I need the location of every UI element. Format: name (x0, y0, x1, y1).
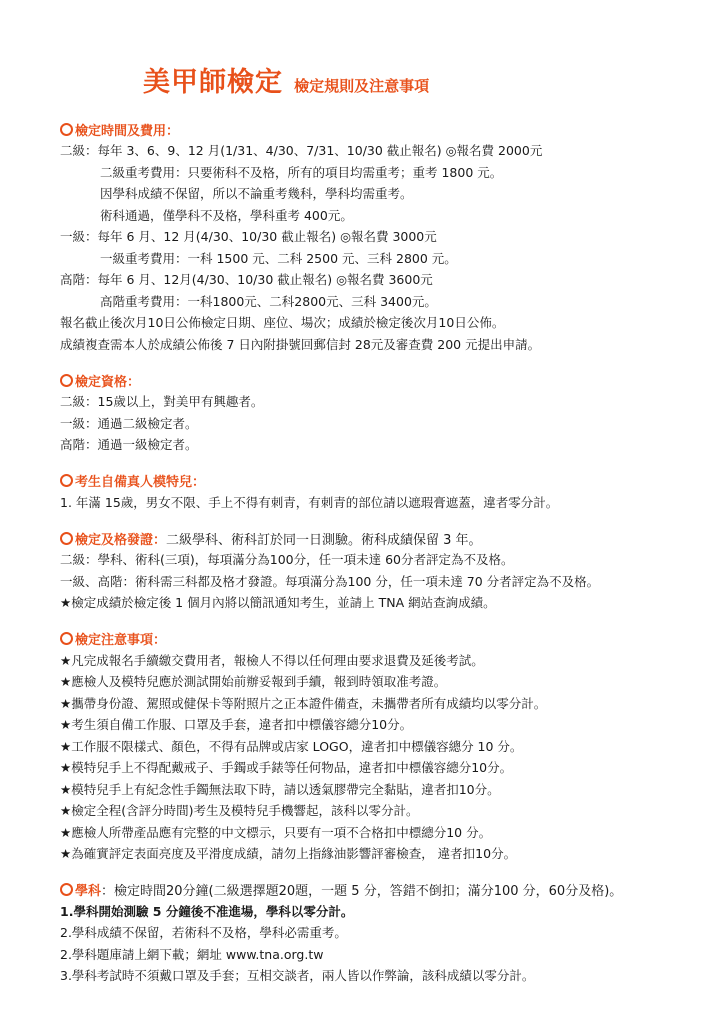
section-heading (60, 118, 710, 140)
section-title: 檢定及格發證： (75, 532, 167, 548)
circle-bullet-icon (60, 474, 73, 487)
section-title: 學科 (75, 884, 102, 899)
text-line: 一級重考費用：一科 1500 元、二科 2500 元、三科 2800 元。 (100, 250, 457, 266)
text-line: 1.學科開始測驗 5 分鐘後不准進場，學科以零分計。 (60, 903, 354, 919)
section-heading (60, 527, 710, 549)
text-line: 1. 年滿 15歲，男女不限、手上不得有刺青，有刺青的部位請以遮瑕膏遮蓋，違者零分計。 (60, 494, 559, 510)
section-model (60, 470, 710, 514)
section-qualification (60, 369, 710, 456)
text-line: 一級、高階：術科需三科都及格才發證。每項滿分為100 分，任一項未達 70 分者評定為不及格。 (60, 573, 600, 589)
text-line: 術科通過，僅學科不及格，學科重考 400元。 (100, 207, 353, 223)
circle-bullet-icon (60, 883, 73, 896)
text-line: ★模特兒手上有紀念性手鐲無法取下時，請以透氣膠帶完全黏貼，違者扣10分。 (60, 781, 500, 797)
text-line: 一級：通過二級檢定者。 (60, 415, 198, 431)
page-header (143, 60, 429, 99)
text-line: 成績複查需本人於成績公佈後 7 日內附掛號回郵信封 28元及審查費 200 元提出申請。 (60, 336, 541, 352)
section-title: 檢定注意事項： (75, 633, 167, 648)
document-body (60, 118, 710, 1001)
text-line: 一級：每年 6 月、12 月(4/30、10/30 截止報名) ◎報名費 3000元 (60, 229, 437, 244)
section-title: 考生自備真人模特兒： (75, 475, 206, 490)
text-line: 二級重考費用：只要術科不及格，所有的項目均需重考；重考 1800 元。 (100, 164, 503, 180)
text-line: 因學科成績不保留，所以不論重考幾科，學科均需重考。 (100, 186, 413, 201)
section-notes (60, 628, 710, 865)
text-line: 3.學科考試時不須戴口罩及手套；互相交談者，兩人皆以作弊論，該科成績以零分計。 (60, 968, 535, 983)
text-line: 二級：學科、術科(三項)，每項滿分為100分，任一項未達 60分者評定為不及格。 (60, 552, 514, 567)
page-title: 美甲師檢定 (143, 67, 283, 98)
circle-bullet-icon (60, 632, 73, 645)
circle-bullet-icon (60, 532, 73, 545)
text-line: ★應檢人及模特兒應於測試開始前辦妥報到手續，報到時領取准考證。 (60, 674, 447, 689)
circle-bullet-icon (60, 123, 73, 136)
text-line: 二級：每年 3、6、9、12 月(1/31、4/30、7/31、10/30 截止報名) ◎報名費 2000元 (60, 143, 543, 158)
circle-bullet-icon (60, 374, 73, 387)
section-title: 檢定時間及費用： (75, 123, 180, 139)
section-heading (60, 628, 710, 650)
text-line: 2.學科題庫請上網下載；網址 www.tna.org.tw (60, 946, 324, 962)
text-line: 高階：通過一級檢定者。 (60, 437, 198, 452)
text-line: 報名截止後次月10日公佈檢定日期、座位、場次；成績於檢定後次月10日公佈。 (60, 315, 505, 330)
section-title: 檢定資格： (75, 374, 141, 390)
section-inline-text: ：檢定時間20分鐘(二級選擇題20題，一題 5 分，答錯不倒扣；滿分100 分，60分及格)。 (101, 884, 623, 899)
text-line: ★攜帶身份證、駕照或健保卡等附照片之正本證件備查，未攜帶者所有成績均以零分計。 (60, 695, 547, 711)
section-certificate (60, 527, 710, 614)
text-line: ★凡完成報名手續繳交費用者，報檢人不得以任何理由要求退費及延後考試。 (60, 652, 484, 668)
text-line: ★考生須自備工作服、口罩及手套，違者扣中標儀容總分10分。 (60, 717, 413, 732)
text-line: ★檢定成績於檢定後 1 個月內將以簡訊通知考生，並請上 TNA 網站查詢成績。 (60, 595, 496, 610)
section-inline-text: 二級學科、術科訂於同一日測驗。術科成績保留 3 年。 (166, 532, 482, 548)
section-heading (60, 879, 710, 901)
text-line: 2.學科成績不保留，若術科不及格，學科必需重考。 (60, 925, 347, 940)
text-line: 二級：15歲以上，對美甲有興趣者。 (60, 394, 264, 409)
text-line: ★檢定全程(含評分時間)考生及模特兒手機響起，該科以零分計。 (60, 803, 419, 818)
text-line: 高階：每年 6 月、12月(4/30、10/30 截止報名) ◎報名費 3600元 (60, 272, 433, 287)
text-line: ★工作服不限樣式、顏色，不得有品牌或店家 LOGO，違者扣中標儀容總分 10 分。 (60, 738, 523, 754)
text-line: 高階重考費用：一科1800元、二科2800元、三科 3400元。 (100, 293, 437, 309)
section-theory (60, 879, 710, 987)
text-line: ★應檢人所帶產品應有完整的中文標示，只要有一項不合格扣中標總分10 分。 (60, 824, 492, 840)
section-fees (60, 118, 710, 355)
section-heading (60, 470, 710, 492)
text-line: ★模特兒手上不得配戴戒子、手鐲或手錶等任何物品，違者扣中標儀容總分10分。 (60, 760, 513, 775)
text-line: ★為確實評定表面亮度及平滑度成績，請勿上指緣油影響評審檢查， 違者扣10分。 (60, 846, 517, 861)
section-heading (60, 369, 710, 391)
page-subtitle: 檢定規則及注意事項 (294, 77, 430, 95)
